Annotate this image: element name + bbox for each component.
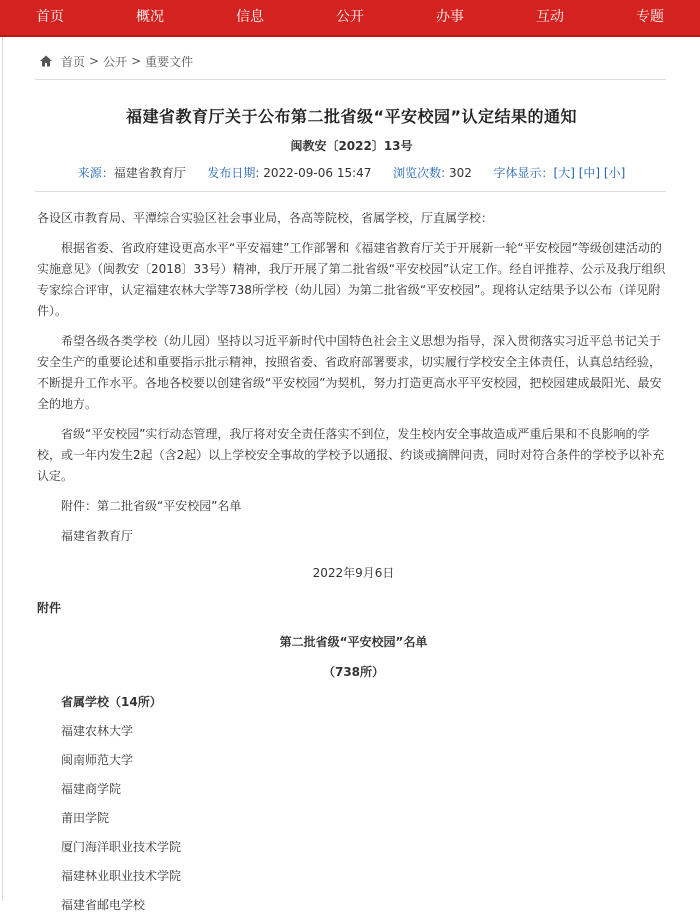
content-frame xyxy=(2,37,700,912)
font-size-label: 字体显示： xyxy=(493,166,554,180)
breadcrumb-public[interactable]: 公开 xyxy=(103,54,128,69)
font-small-button[interactable]: [小] xyxy=(603,166,626,180)
list-item: 福建商学院 xyxy=(61,782,122,796)
breadcrumb-separator: > xyxy=(131,54,142,68)
breadcrumb-current[interactable]: 重要文件 xyxy=(145,54,194,69)
group-title: 省属学校（14所） xyxy=(61,695,162,709)
list-count: （738所） xyxy=(322,665,385,679)
list-title: 第二批省级“平安校园”名单 xyxy=(279,635,428,649)
list-item: 福建省邮电学校 xyxy=(61,898,146,912)
paragraph: 省级“平安校园”实行动态管理，我厅将对安全责任落实不到位，发生校内安全事故造成严重后果和不良影响的学校，或一年内发生2起（含2起）以上学校安全事故的学校予以通报、约谈或摘牌问责，同时对符合条件的学校予以补充认定。 xyxy=(37,427,665,483)
views-label: 浏览次数: xyxy=(393,166,446,180)
font-medium-button[interactable]: [中] xyxy=(578,166,601,180)
views-value: 302 xyxy=(448,166,472,180)
home-icon xyxy=(39,54,53,68)
date-label: 发布日期: xyxy=(207,166,260,180)
top-nav xyxy=(0,0,700,37)
salutation: 各设区市教育局、平潭综合实验区社会事业局，各高等院校，省属学校，厅直属学校： xyxy=(37,211,494,225)
date-value: 2022-09-06 15:47 xyxy=(263,166,372,180)
list-item: 厦门海洋职业技术学院 xyxy=(61,840,182,854)
meta-divider xyxy=(35,191,666,192)
attachment-note: 附件：第二批省级“平安校园”名单 xyxy=(61,499,242,513)
breadcrumb-separator: > xyxy=(89,54,100,68)
page-title: 福建省教育厅关于公布第二批省级“平安校园”认定结果的通知 xyxy=(125,107,578,126)
breadcrumb-home[interactable]: 首页 xyxy=(61,54,86,69)
nav-public[interactable]: 公开 xyxy=(336,9,364,25)
nav-services[interactable]: 办事 xyxy=(436,9,464,25)
source-value: 福建省教育厅 xyxy=(113,166,186,180)
issue-date: 2022年9月6日 xyxy=(312,566,395,580)
annex-label: 附件 xyxy=(37,601,62,615)
breadcrumb xyxy=(39,51,700,71)
breadcrumb-divider xyxy=(35,79,666,80)
article-body xyxy=(3,208,700,916)
nav-interaction[interactable]: 互动 xyxy=(536,9,564,25)
nav-topics[interactable]: 专题 xyxy=(636,9,664,25)
paragraph: 根据省委、省政府建设更高水平“平安福建”工作部署和《福建省教育厅关于开展新一轮“平安校园”等级创建活动的实施意见》（闽教安〔2018〕33号）精神，我厅开展了第二批省级“平安校园”认定工作。经自评推荐、公示及我厅组织专家综合评审，认定福建农林大学等738所学校（幼儿园）为第二批省级“平安校园”。现将认定结果予以公布（详见附件）。 xyxy=(37,241,666,318)
document-number: 闽教安〔2022〕13号 xyxy=(290,139,413,153)
nav-info[interactable]: 信息 xyxy=(236,9,264,25)
issuer: 福建省教育厅 xyxy=(61,529,134,543)
paragraph: 希望各级各类学校（幼儿园）坚持以习近平新时代中国特色社会主义思想为指导，深入贯彻落实习近平总书记关于安全生产的重要论述和重要指示批示精神，按照省委、省政府部署要求，切实履行学校安全主体责任，认真总结经验，不断提升工作水平。各地各校要以创建省级“平安校园”为契机，努力打造更高水平平安校园，把校园建成最阳光、最安全的地方。 xyxy=(37,334,662,411)
list-item: 福建农林大学 xyxy=(61,724,134,738)
nav-overview[interactable]: 概况 xyxy=(136,9,164,25)
source-label: 来源： xyxy=(77,166,114,180)
font-large-button[interactable]: [大] xyxy=(553,166,575,180)
nav-home[interactable]: 首页 xyxy=(36,9,64,25)
list-item: 福建林业职业技术学院 xyxy=(61,869,182,883)
list-item: 闽南师范大学 xyxy=(61,753,134,767)
article-meta xyxy=(3,164,700,181)
list-item: 莆田学院 xyxy=(61,811,110,825)
